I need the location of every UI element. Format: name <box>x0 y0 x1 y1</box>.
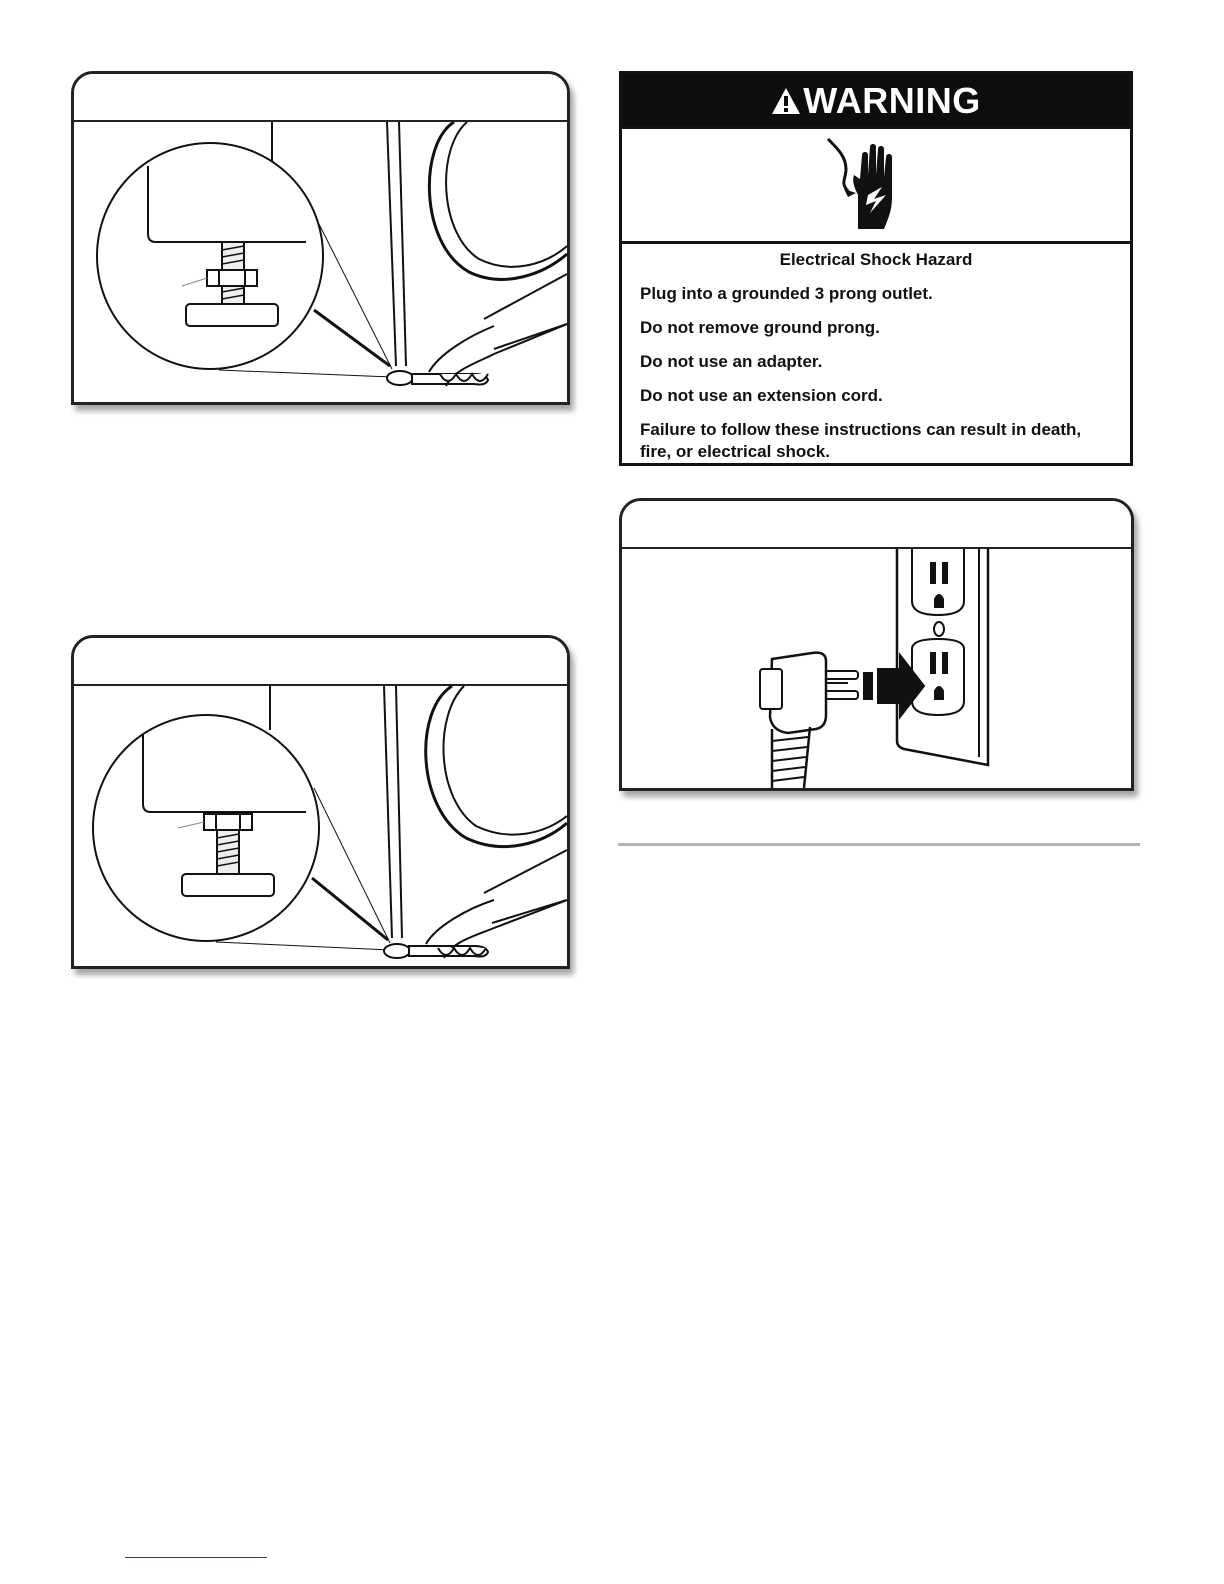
section-divider <box>618 843 1140 846</box>
plug-outlet-figure <box>619 498 1134 791</box>
plug-into-outlet-illustration <box>622 501 1131 788</box>
warning-symbol-area <box>622 126 1130 244</box>
leveling-foot-figure-2 <box>71 635 570 969</box>
leveling-foot-tightened-illustration <box>74 638 567 966</box>
warning-text <box>622 244 1130 463</box>
warning-line: Do not use an adapter. <box>640 352 823 371</box>
warning-triangle-icon <box>771 76 801 130</box>
warning-title: WARNING <box>803 80 981 121</box>
leveling-foot-illustration <box>74 74 567 402</box>
hazard-heading: Electrical Shock Hazard <box>779 250 973 269</box>
warning-title-bar <box>622 74 1130 126</box>
footer-link-underline <box>125 1557 267 1558</box>
warning-line: Do not use an extension cord. <box>640 386 883 405</box>
warning-line: Failure to follow these instructions can result in death, fire, or electrical shock. <box>640 420 1082 461</box>
warning-line: Do not remove ground prong. <box>640 318 880 337</box>
electric-shock-hand-icon <box>824 135 904 235</box>
warning-line: Plug into a grounded 3 prong outlet. <box>640 284 933 303</box>
leveling-foot-figure-1 <box>71 71 570 405</box>
electrical-shock-warning <box>619 71 1133 466</box>
